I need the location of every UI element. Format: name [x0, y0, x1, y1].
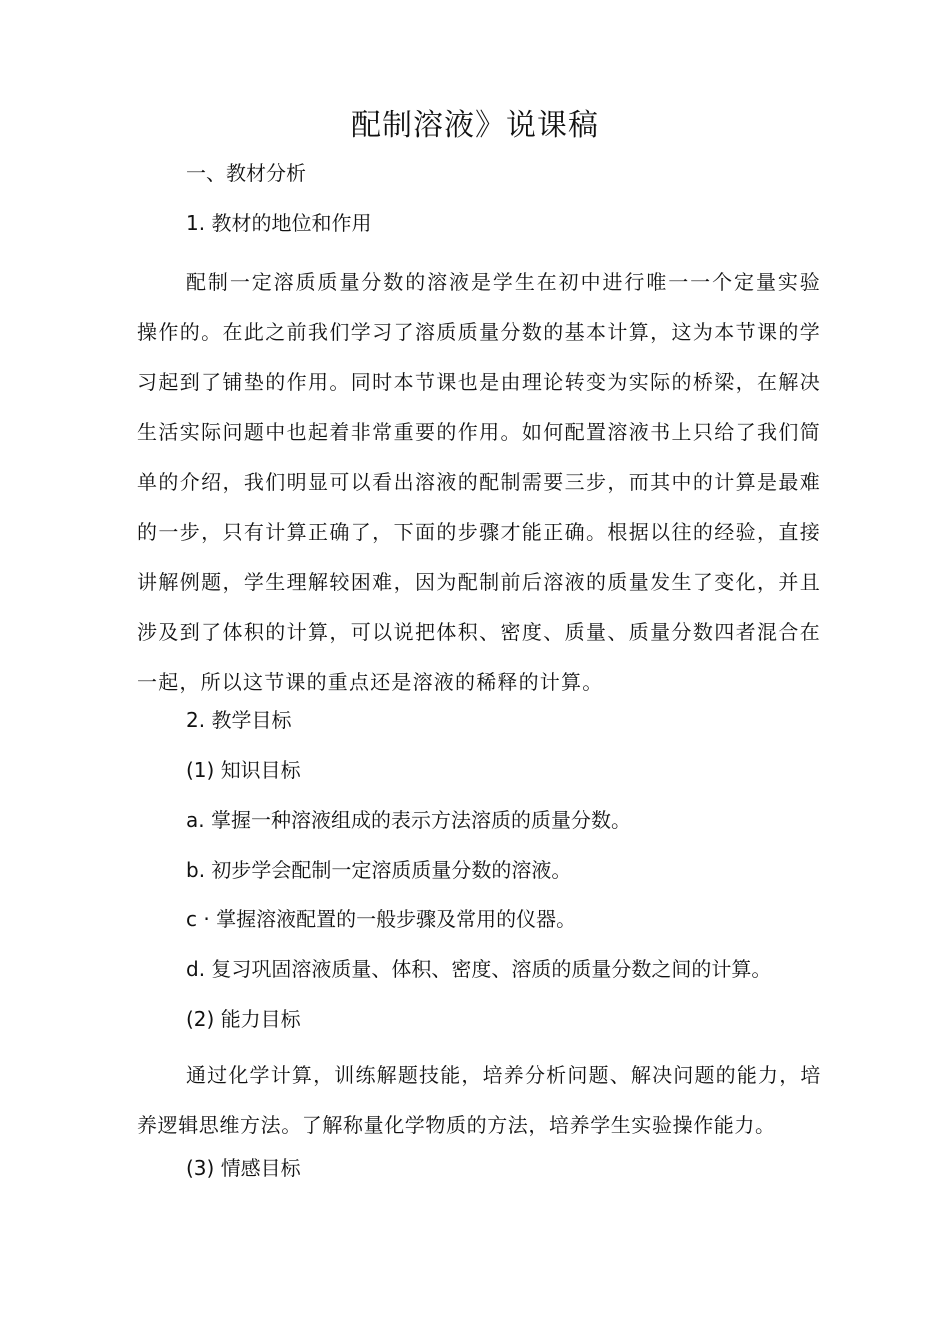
knowledge-item-b: b. 初步学会配制一定溶质质量分数的溶液。 — [186, 858, 572, 882]
knowledge-objectives-heading: (1) 知识目标 — [186, 758, 301, 782]
ability-objectives-heading: (2) 能力目标 — [186, 1007, 301, 1031]
subheading-position-and-role: 1. 教材的地位和作用 — [186, 211, 372, 235]
paragraph-position-and-role: 配制一定溶质质量分数的溶液是学生在初中进行唯一一个定量实验操作的。在此之前我们学习了溶质质量分数的基本计算，这为本节课的学习起到了铺垫的作用。同时本节课也是由理论转变为实际的桥梁，在解决生活实际问题中也起着非常重要的作用。如何配置溶液书上只给了我们简单的介绍，我们明显可以看出溶液的配制需要三步，而其中的计算是最难的一步，只有计算正确了，下面的步骤才能正确。根据以往的经验，直接讲解例题，学生理解较困难，因为配制前后溶液的质量发生了变化，并且涉及到了体积的计算，可以说把体积、密度、质量、质量分数四者混合在一起，所以这节课的重点还是溶液的稀释的计算。 — [137, 270, 821, 694]
document-title: 配制溶液》说课稿 — [351, 108, 599, 143]
section-heading-textbook-analysis: 一、教材分析 — [186, 161, 306, 185]
paragraph-ability-objectives: 通过化学计算，训练解题技能，培养分析问题、解决问题的能力，培养逻辑思维方法。了解称量化学物质的方法，培养学生实验操作能力。 — [137, 1063, 821, 1137]
subheading-teaching-objectives: 2. 教学目标 — [186, 708, 292, 732]
emotion-objectives-heading: (3) 情感目标 — [186, 1156, 301, 1180]
knowledge-item-a: a. 掌握一种溶液组成的表示方法溶质的质量分数。 — [186, 808, 631, 832]
knowledge-item-c: c · 掌握溶液配置的一般步骤及常用的仪器。 — [186, 907, 577, 931]
knowledge-item-d: d. 复习巩固溶液质量、体积、密度、溶质的质量分数之间的计算。 — [186, 957, 772, 981]
